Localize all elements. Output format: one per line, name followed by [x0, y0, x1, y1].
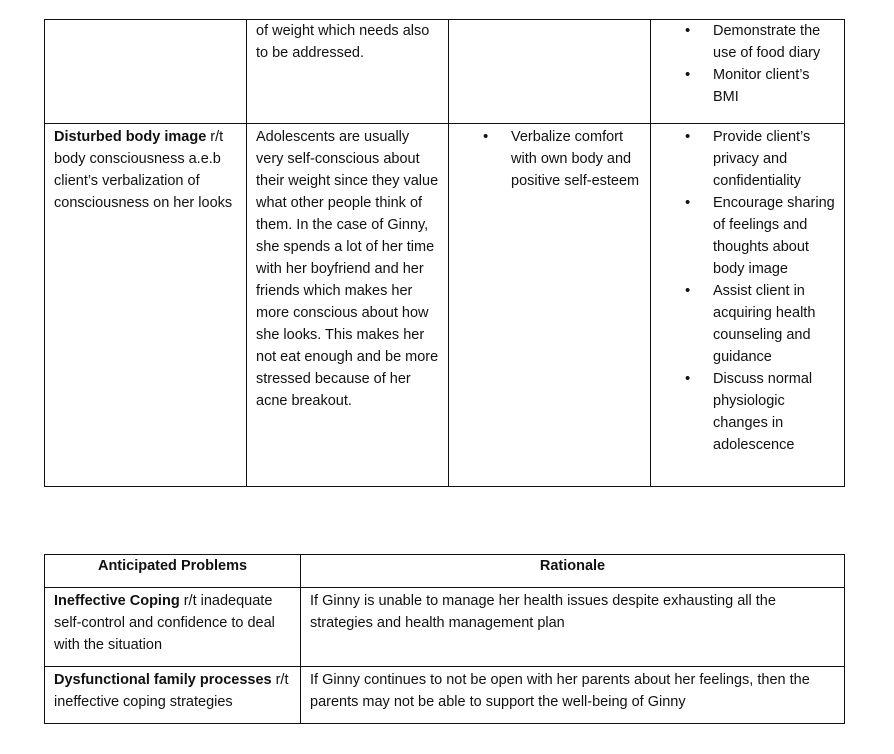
rationale-text: of weight which needs also to be addressed. [256, 23, 430, 61]
table-row [45, 588, 845, 667]
problem-label: Dysfunctional family processes [54, 672, 272, 688]
header-anticipated-problems: Anticipated Problems [45, 555, 301, 588]
rationale-text: Adolescents are usually very self-conscious about their weight since they value what other people think of them. In the case of Ginny, she spends a lot of her time with her boyfriend and her friends which makes her more conscious about how she looks. This makes her not eat enough and be more stressed because of her acne breakout. [256, 129, 439, 409]
problem-cell [45, 588, 301, 667]
table-row [45, 667, 845, 724]
list-item: • Provide client’s privacy and confidentiality [660, 126, 836, 192]
list-item: • Discuss normal physiologic changes in adolescence [660, 368, 836, 456]
problem-text: r/t ineffective coping strategies [54, 672, 289, 710]
list-item: • Verbalize comfort with own body and positive self-esteem [458, 126, 642, 192]
diagnosis-cell [45, 124, 247, 487]
care-plan-row-disturbed-body-image [45, 124, 845, 487]
problem-label: Ineffective Coping [54, 593, 180, 609]
rationale-cell [247, 20, 449, 124]
list-item: • Encourage sharing of feelings and thoughts about body image [660, 192, 836, 280]
problem-text: r/t inadequate self-control and confidence to deal with the situation [54, 593, 275, 653]
table-header-row [45, 555, 845, 588]
list-item: • Assist client in acquiring health counseling and guidance [660, 280, 836, 368]
interventions-list [660, 20, 836, 108]
rationale-cell [301, 667, 845, 724]
care-plan-row-continued [45, 20, 845, 124]
care-plan-table [44, 19, 845, 487]
rationale-text: If Ginny is unable to manage her health issues despite exhausting all the strategies and health management plan [310, 593, 776, 631]
anticipated-problems-table [44, 554, 845, 724]
diagnosis-text: r/t body consciousness a.e.b client’s verbalization of consciousness on her looks [54, 129, 233, 211]
problem-cell [45, 667, 301, 724]
interventions-cell [651, 20, 845, 124]
diagnosis-cell [45, 20, 247, 124]
list-item: • Monitor client’s BMI [660, 64, 836, 108]
rationale-text: If Ginny continues to not be open with her parents about her feelings, then the parents may not be able to support the well-being of Ginny [310, 672, 810, 710]
goals-list [458, 126, 642, 192]
list-item: • Demonstrate the use of food diary [660, 20, 836, 64]
interventions-list [660, 126, 836, 456]
rationale-cell [247, 124, 449, 487]
header-rationale: Rationale [301, 555, 845, 588]
rationale-cell [301, 588, 845, 667]
diagnosis-label: Disturbed body image [54, 129, 207, 145]
goals-cell [449, 124, 651, 487]
goals-cell [449, 20, 651, 124]
interventions-cell [651, 124, 845, 487]
